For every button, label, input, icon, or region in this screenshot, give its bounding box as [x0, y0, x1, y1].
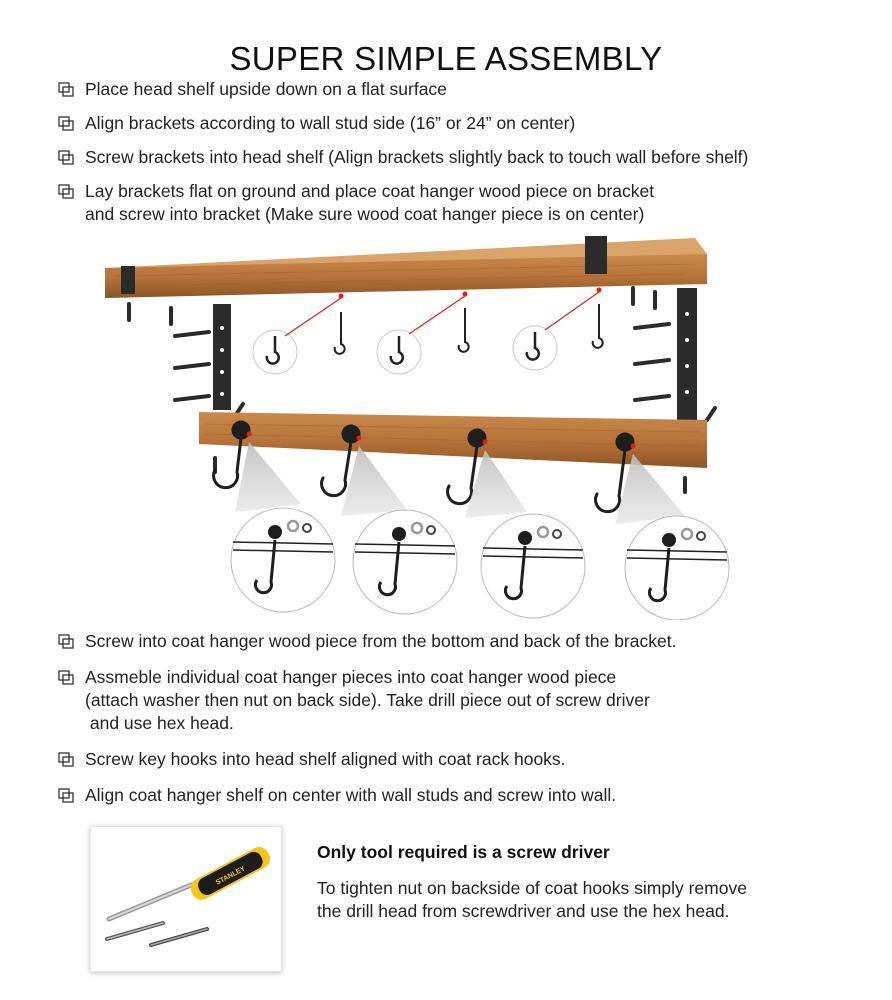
step-text: Screw into coat hanger wood piece from the bottom and back of the bracket.	[85, 631, 677, 651]
list-item	[58, 112, 748, 135]
list-item	[58, 748, 676, 771]
step-text: Assmeble individual coat hanger pieces into coat hanger wood piece	[85, 667, 617, 687]
list-item	[58, 784, 676, 807]
screwdriver-icon	[91, 827, 281, 971]
step-text-continued: and use hex head.	[85, 713, 234, 733]
hook-detail-callouts	[231, 442, 729, 620]
square-bullet-icon	[58, 116, 74, 131]
right-bracket	[677, 288, 697, 428]
step-text: Lay brackets flat on ground and place coat hanger wood piece on bracket	[85, 181, 655, 201]
head-shelf	[105, 236, 707, 298]
list-item	[58, 180, 748, 226]
square-bullet-icon	[58, 184, 74, 199]
key-hook-callouts	[253, 288, 603, 375]
bottom-steps-list	[58, 630, 676, 820]
top-steps-list	[58, 78, 748, 237]
tool-brand: STANLEY	[214, 865, 247, 887]
page-title: SUPER SIMPLE ASSEMBLY	[229, 40, 663, 78]
step-text: Place head shelf upside down on a flat surface	[85, 79, 447, 99]
list-item	[58, 78, 748, 101]
list-item	[58, 630, 676, 653]
left-bracket	[213, 304, 231, 410]
screwdriver-photo	[90, 826, 282, 972]
square-bullet-icon	[58, 752, 74, 767]
step-text: Screw brackets into head shelf (Align brackets slightly back to touch wall before shelf)	[85, 147, 749, 167]
square-bullet-icon	[58, 670, 74, 685]
tool-title: Only tool required is a screw driver	[317, 842, 610, 862]
step-text: Align coat hanger shelf on center with wall studs and screw into wall.	[85, 785, 617, 805]
list-item	[58, 146, 748, 169]
step-text: Screw key hooks into head shelf aligned with coat rack hooks.	[85, 749, 566, 769]
step-text-continued: and screw into bracket (Make sure wood coat hanger piece is on center)	[85, 204, 645, 224]
step-text: Align brackets according to wall stud side (16” or 24” on center)	[85, 113, 576, 133]
shelf-assembly-illustration	[95, 228, 735, 620]
square-bullet-icon	[58, 788, 74, 803]
square-bullet-icon	[58, 150, 74, 165]
square-bullet-icon	[58, 82, 74, 97]
step-text-continued: (attach washer then nut on back side). Take drill piece out of screw driver	[85, 690, 650, 710]
list-item	[58, 666, 676, 735]
square-bullet-icon	[58, 634, 74, 649]
tool-description: To tighten nut on backside of coat hooks simply remove the drill head from screwdriver and use the hex head.	[317, 878, 747, 921]
